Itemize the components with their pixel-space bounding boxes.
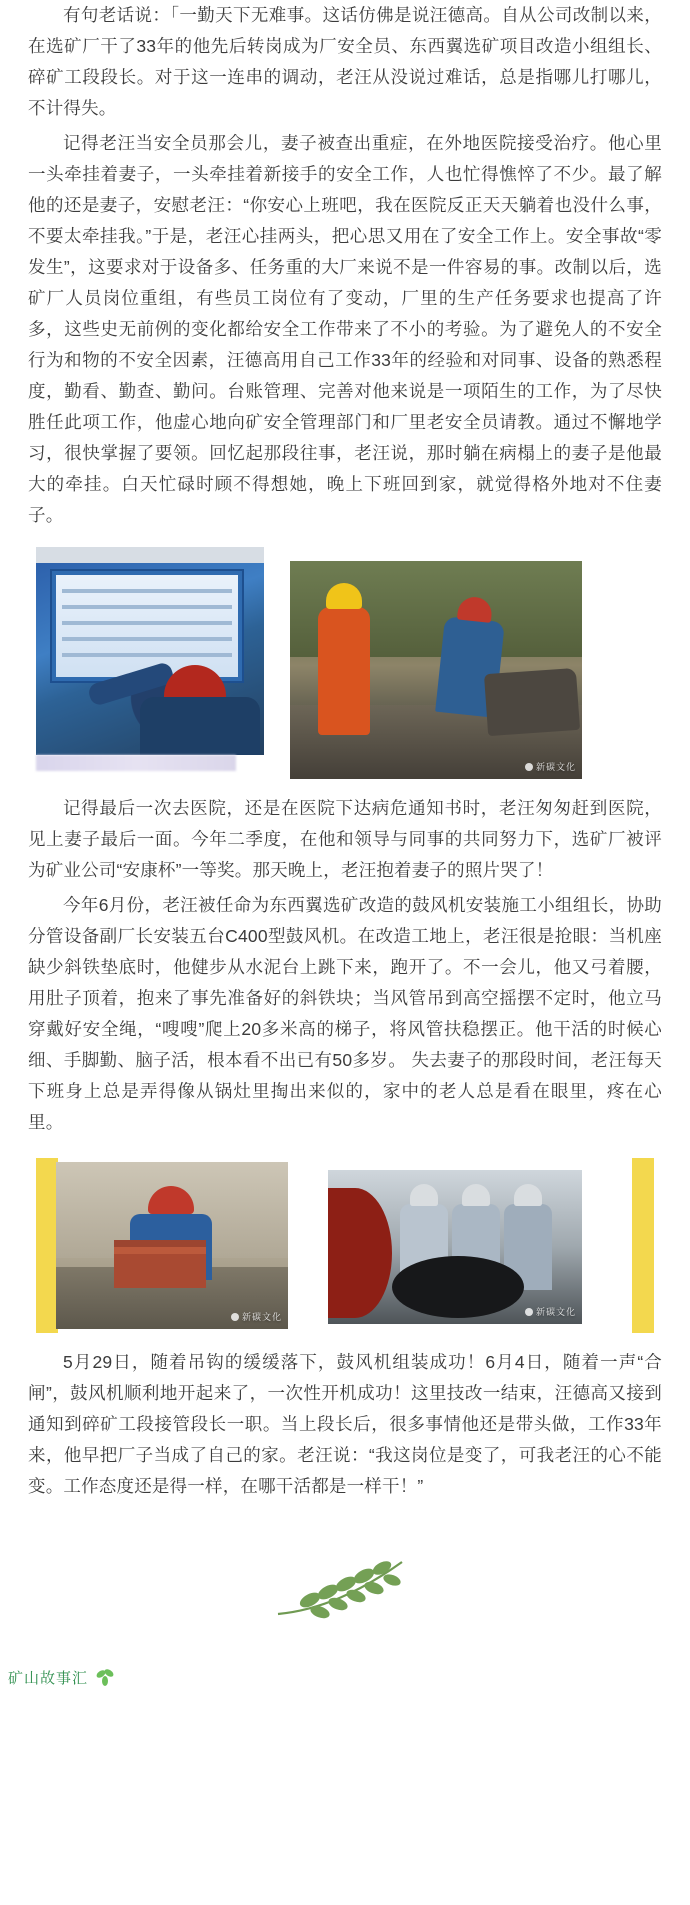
watermark-dot-icon bbox=[231, 1313, 239, 1321]
watermark-text: 新碳文化 bbox=[535, 762, 576, 772]
photo-workers-wheelbarrow[interactable] bbox=[290, 561, 582, 779]
photo-team-blower[interactable] bbox=[328, 1170, 582, 1324]
watermark bbox=[231, 1310, 282, 1323]
watermark-text: 新碳文化 bbox=[535, 1307, 576, 1317]
board-line bbox=[62, 653, 232, 657]
photo-ceiling bbox=[36, 547, 264, 563]
photo-worker-bricks[interactable] bbox=[56, 1162, 288, 1329]
leaf-logo-icon bbox=[94, 1666, 116, 1688]
paragraph-5: 5月29日，随着吊钩的缓缓落下，鼓风机组装成功！6月4日，随着一声“合闸”，鼓风机顺利地开起来了，一次性开机成功！这里技改一结束，汪德高又接到通知到碎矿工段接管段长一职。当上段长后，很多事情他还是带头做，工作33年来，他早把厂子当成了自己的家。老汪说：“我这岗位是变了，可我老汪的心不能变。工作态度还是得一样，在哪干活都是一样干！” bbox=[28, 1352, 662, 1496]
figure-group-1 bbox=[28, 547, 662, 779]
stack-of-bricks bbox=[114, 1254, 206, 1288]
leaf-ornament bbox=[270, 1552, 420, 1622]
photo-safety-board[interactable] bbox=[36, 547, 264, 755]
wheelbarrow bbox=[484, 668, 580, 736]
image-row-2 bbox=[28, 1158, 662, 1333]
figure-group-2 bbox=[28, 1158, 662, 1333]
red-equipment bbox=[328, 1188, 392, 1318]
watermark-dot-icon bbox=[525, 1308, 533, 1316]
worker-orange-suit bbox=[318, 607, 370, 735]
bulletin-board bbox=[50, 569, 244, 683]
blower-opening bbox=[392, 1256, 524, 1318]
brand-footer[interactable] bbox=[8, 1666, 116, 1688]
paragraph-4: 今年6月份，老汪被任命为东西翼选矿改造的鼓风机安装施工小组组长，协助分管设备副厂长安装五台C400型鼓风机。在改造工地上，老汪很是抢眼：当机座缺少斜铁垫底时，他健步从水泥台上跳下来，跑开了。不一会儿，他又弓着腰，用肚子顶着，抱来了事先准备好的斜铁块；当风管吊到高空摇摆不定时，他立马穿戴好安全绳，“嗖嗖”爬上20多米高的梯子，将风管扶稳摆正。他干活的时候心细、手脚勤、脑子活，根本看不出已有50多岁。 失去妻子的那段时间，老汪每天下班身上总是弄得像从锅灶里掏出来似的，家中的老人总是看在眼里，疼在心里。 bbox=[28, 895, 662, 1132]
blurred-caption-strip bbox=[36, 755, 236, 771]
board-line bbox=[62, 621, 232, 625]
board-line bbox=[62, 589, 232, 593]
board-line bbox=[62, 637, 232, 641]
accent-band-left bbox=[36, 1158, 58, 1333]
page-footer bbox=[0, 1546, 690, 1696]
brand-label: 矿山故事汇 bbox=[8, 1669, 89, 1687]
watermark-text: 新碳文化 bbox=[241, 1312, 282, 1322]
paragraph-3: 记得最后一次去医院，还是在医院下达病危通知书时，老汪匆匆赶到医院，见上妻子最后一面。今年二季度，在他和领导与同事的共同努力下，选矿厂被评为矿业公司“安康杯”一等奖。那天晚上，老汪抱着妻子的照片哭了！ bbox=[28, 798, 662, 880]
board-line bbox=[62, 605, 232, 609]
watermark bbox=[525, 1305, 576, 1318]
watermark-dot-icon bbox=[525, 763, 533, 771]
image-row-1 bbox=[28, 547, 662, 779]
paragraph-1: 有句老话说：「一勤天下无难事。这话仿佛是说汪德高。自从公司改制以来，在选矿厂干了33年的他先后转岗成为厂安全员、东西翼选矿项目改造小组组长、碎矿工段段长。对于这一连串的调动，老汪从没说过难话，总是指哪儿打哪儿，不计得失。 bbox=[28, 5, 662, 118]
accent-band-right bbox=[632, 1158, 654, 1333]
worker-body bbox=[140, 697, 260, 755]
watermark bbox=[525, 760, 576, 773]
paragraph-2: 记得老汪当安全员那会儿，妻子被查出重症，在外地医院接受治疗。他心里一头牵挂着妻子，一头牵挂着新接手的安全工作，人也忙得憔悴了不少。最了解他的还是妻子，安慰老汪：“你安心上班吧，我在医院反正天天躺着也没什么事，不要太牵挂我。”于是，老汪心挂两头，把心思又用在了安全工作上。安全事故“零发生”，这要求对于设备多、任务重的大厂来说不是一件容易的事。改制以后，选矿厂人员岗位重组，有些员工岗位有了变动，厂里的生产任务要求也提高了许多，这些史无前例的变化都给安全工作带来了不小的考验。为了避免人的不安全行为和物的不安全因素，汪德高用自己工作33年的经验和对同事、设备的熟悉程度，勤看、勤查、勤问。台账管理、完善对他来说是一项陌生的工作，为了尽快胜任此项工作，他虚心地向矿安全管理部门和厂里老安全员请教。通过不懈地学习，很快掌握了要领。回忆起那段往事，老汪说，那时躺在病榻上的妻子是他最大的牵挂。白天忙碌时顾不得想她，晚上下班回到家，就觉得格外地对不住妻子。 bbox=[28, 133, 662, 525]
